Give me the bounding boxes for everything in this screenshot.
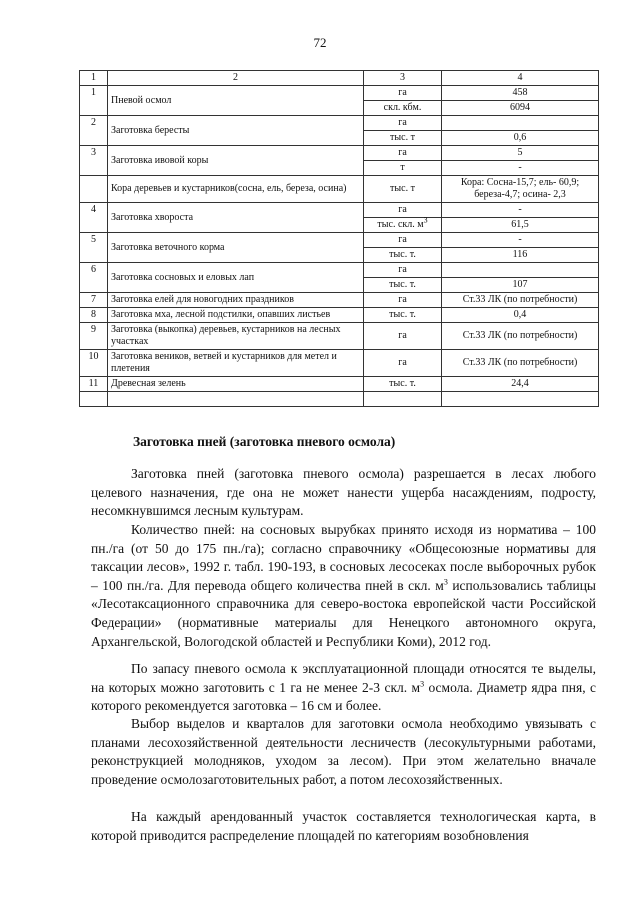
paragraph-stump-count	[91, 521, 596, 651]
row-number: 1	[80, 86, 108, 116]
row-value: 116	[442, 248, 599, 263]
row-value	[442, 116, 599, 131]
row-number: 2	[80, 116, 108, 146]
empty-cell	[364, 392, 442, 407]
row-value: 24,4	[442, 377, 599, 392]
row-number	[80, 176, 108, 203]
row-value: 61,5	[442, 218, 599, 233]
row-unit	[364, 308, 442, 323]
row-number: 5	[80, 233, 108, 263]
row-name: Древесная зелень	[108, 377, 364, 392]
unit-text: тыс. т.	[389, 378, 416, 389]
paragraph-text: По запасу пневого осмола к эксплуатационной площади относятся те выделы, на которых можно заготовить с 1 га не менее 2-3 скл. м	[91, 661, 596, 695]
paragraph-text: использовались таблицы «Лесотаксационного справочника для северо-востока европейской части Российской Федерации» (нормативные материалы для Ненецкого автономного округа, Архангельской, Вологодской областей и Республики Коми), 2012 год.	[91, 577, 596, 649]
row-value: 107	[442, 278, 599, 293]
unit-text: га	[398, 147, 407, 158]
row-unit	[364, 86, 442, 101]
row-unit	[364, 215, 442, 233]
row-value: 5	[442, 146, 599, 161]
paragraph-technological-map: На каждый арендованный участок составляется технологическая карта, в которой приводится распределение площадей по категориям возобновления	[91, 809, 596, 843]
row-unit	[364, 146, 442, 161]
empty-cell	[442, 392, 599, 407]
row-name: Заготовка елей для новогодних праздников	[108, 293, 364, 308]
row-unit	[364, 323, 442, 350]
table-row	[80, 233, 599, 248]
header-cell: 4	[442, 71, 599, 86]
resource-table-body	[80, 71, 599, 407]
unit-text: тыс. скл. м	[377, 219, 424, 230]
table-row	[80, 86, 599, 101]
unit-text: тыс. т.	[389, 309, 416, 320]
unit-text: тыс. т.	[389, 279, 416, 290]
superscript: 3	[443, 577, 448, 587]
table-row	[80, 377, 599, 392]
row-value: 458	[442, 86, 599, 101]
row-unit	[364, 350, 442, 377]
row-name: Заготовка веточного корма	[108, 233, 364, 263]
row-number: 9	[80, 323, 108, 350]
row-name: Пневой осмол	[108, 86, 364, 116]
unit-text: тыс. т.	[389, 249, 416, 260]
row-unit	[364, 278, 442, 293]
header-cell: 3	[364, 71, 442, 86]
unit-text: га	[398, 294, 407, 305]
row-value: -	[442, 161, 599, 176]
table-row	[80, 176, 599, 203]
resource-table	[79, 70, 599, 407]
row-unit	[364, 116, 442, 131]
row-value: -	[442, 233, 599, 248]
header-cell: 2	[108, 71, 364, 86]
header-cell: 1	[80, 71, 108, 86]
row-unit	[364, 203, 442, 218]
unit-text: га	[398, 117, 407, 128]
empty-cell	[80, 392, 108, 407]
unit-text: га	[398, 357, 407, 368]
row-number: 10	[80, 350, 108, 377]
row-unit	[364, 161, 442, 176]
row-value: Ст.33 ЛК (по потребности)	[442, 323, 599, 350]
unit-text: га	[398, 330, 407, 341]
paragraph-text: Количество пней: на сосновых вырубках принято исходя из норматива – 100 пн./га (от 50 до 175 пн./га); согласно справочнику «Общесоюзные нормативы для таксации лесов», 1992 г. табл. 190-193, в сосновых лесосеках после выборочных рубок – 100 пн./га. Для перевода общего количества пней в скл. м	[91, 522, 596, 593]
row-unit	[364, 233, 442, 248]
row-name: Заготовка сосновых и еловых лап	[108, 263, 364, 293]
row-name: Заготовка бересты	[108, 116, 364, 146]
paragraph-resin-stock	[91, 660, 596, 716]
paragraph-stump-harvest-permission: Заготовка пней (заготовка пневого осмола) разрешается в лесах любого целевого назначения, где она не может нанести ущерба насаждениям, подросту, несомкнувшимся лесным культурам.	[91, 466, 596, 519]
unit-text: тыс. т	[390, 183, 415, 194]
table-row	[80, 308, 599, 323]
row-name: Заготовка хвороста	[108, 203, 364, 233]
row-number: 7	[80, 293, 108, 308]
row-name: Заготовка веников, ветвей и кустарников для метел и плетения	[108, 350, 364, 377]
superscript: 3	[420, 679, 425, 689]
unit-text: га	[398, 204, 407, 215]
row-name: Заготовка (выкопка) деревьев, кустарников на лесных участках	[108, 323, 364, 350]
row-value: Ст.33 ЛК (по потребности)	[442, 293, 599, 308]
table-row	[80, 263, 599, 278]
table-empty-row	[80, 392, 599, 407]
row-value	[442, 263, 599, 278]
row-unit	[364, 263, 442, 278]
unit-text: тыс. т	[390, 132, 415, 143]
row-value: -	[442, 203, 599, 218]
paragraph-text: осмола. Диаметр ядра пня, с которого рекомендуется заготовка – 16 см и более.	[91, 679, 596, 714]
unit-text: га	[398, 234, 407, 245]
unit-text: га	[398, 87, 407, 98]
row-number: 3	[80, 146, 108, 176]
row-value: 0,6	[442, 131, 599, 146]
row-name: Заготовка мха, лесной подстилки, опавших листьев	[108, 308, 364, 323]
section-heading: Заготовка пней (заготовка пневого осмола)	[133, 434, 396, 449]
unit-text: га	[398, 264, 407, 275]
row-number: 11	[80, 377, 108, 392]
table-row	[80, 323, 599, 350]
row-number: 8	[80, 308, 108, 323]
row-unit	[364, 131, 442, 146]
unit-text: скл. кбм.	[383, 102, 422, 113]
row-name: Кора деревьев и кустарников(сосна, ель, береза, осина)	[108, 176, 364, 203]
row-number: 4	[80, 203, 108, 233]
table-row	[80, 293, 599, 308]
row-value: Кора: Сосна-15,7; ель- 60,9; береза-4,7; осина- 2,3	[442, 176, 599, 203]
row-unit	[364, 293, 442, 308]
page-number: 72	[313, 35, 327, 50]
row-unit	[364, 176, 442, 203]
row-unit	[364, 377, 442, 392]
row-name: Заготовка ивовой коры	[108, 146, 364, 176]
unit-text: т	[400, 162, 405, 173]
table-header-row	[80, 71, 599, 86]
table-row	[80, 116, 599, 131]
row-value: 0,4	[442, 308, 599, 323]
empty-cell	[108, 392, 364, 407]
row-number: 6	[80, 263, 108, 293]
paragraph-plot-selection: Выбор выделов и кварталов для заготовки осмола необходимо увязывать с планами лесохозяйственной деятельности лесничеств (лесокультурными работами, реконструкцией молодняков, уходом за лесом). При этом желательно вначале проведение осмолозаготовительных работ, а потом лесохозяйственных.	[91, 716, 596, 787]
row-unit	[364, 248, 442, 263]
table-row	[80, 146, 599, 161]
unit-superscript: 3	[423, 215, 428, 225]
row-value: Ст.33 ЛК (по потребности)	[442, 350, 599, 377]
row-value: 6094	[442, 101, 599, 116]
table-row	[80, 203, 599, 218]
table-row	[80, 350, 599, 377]
row-unit	[364, 101, 442, 116]
